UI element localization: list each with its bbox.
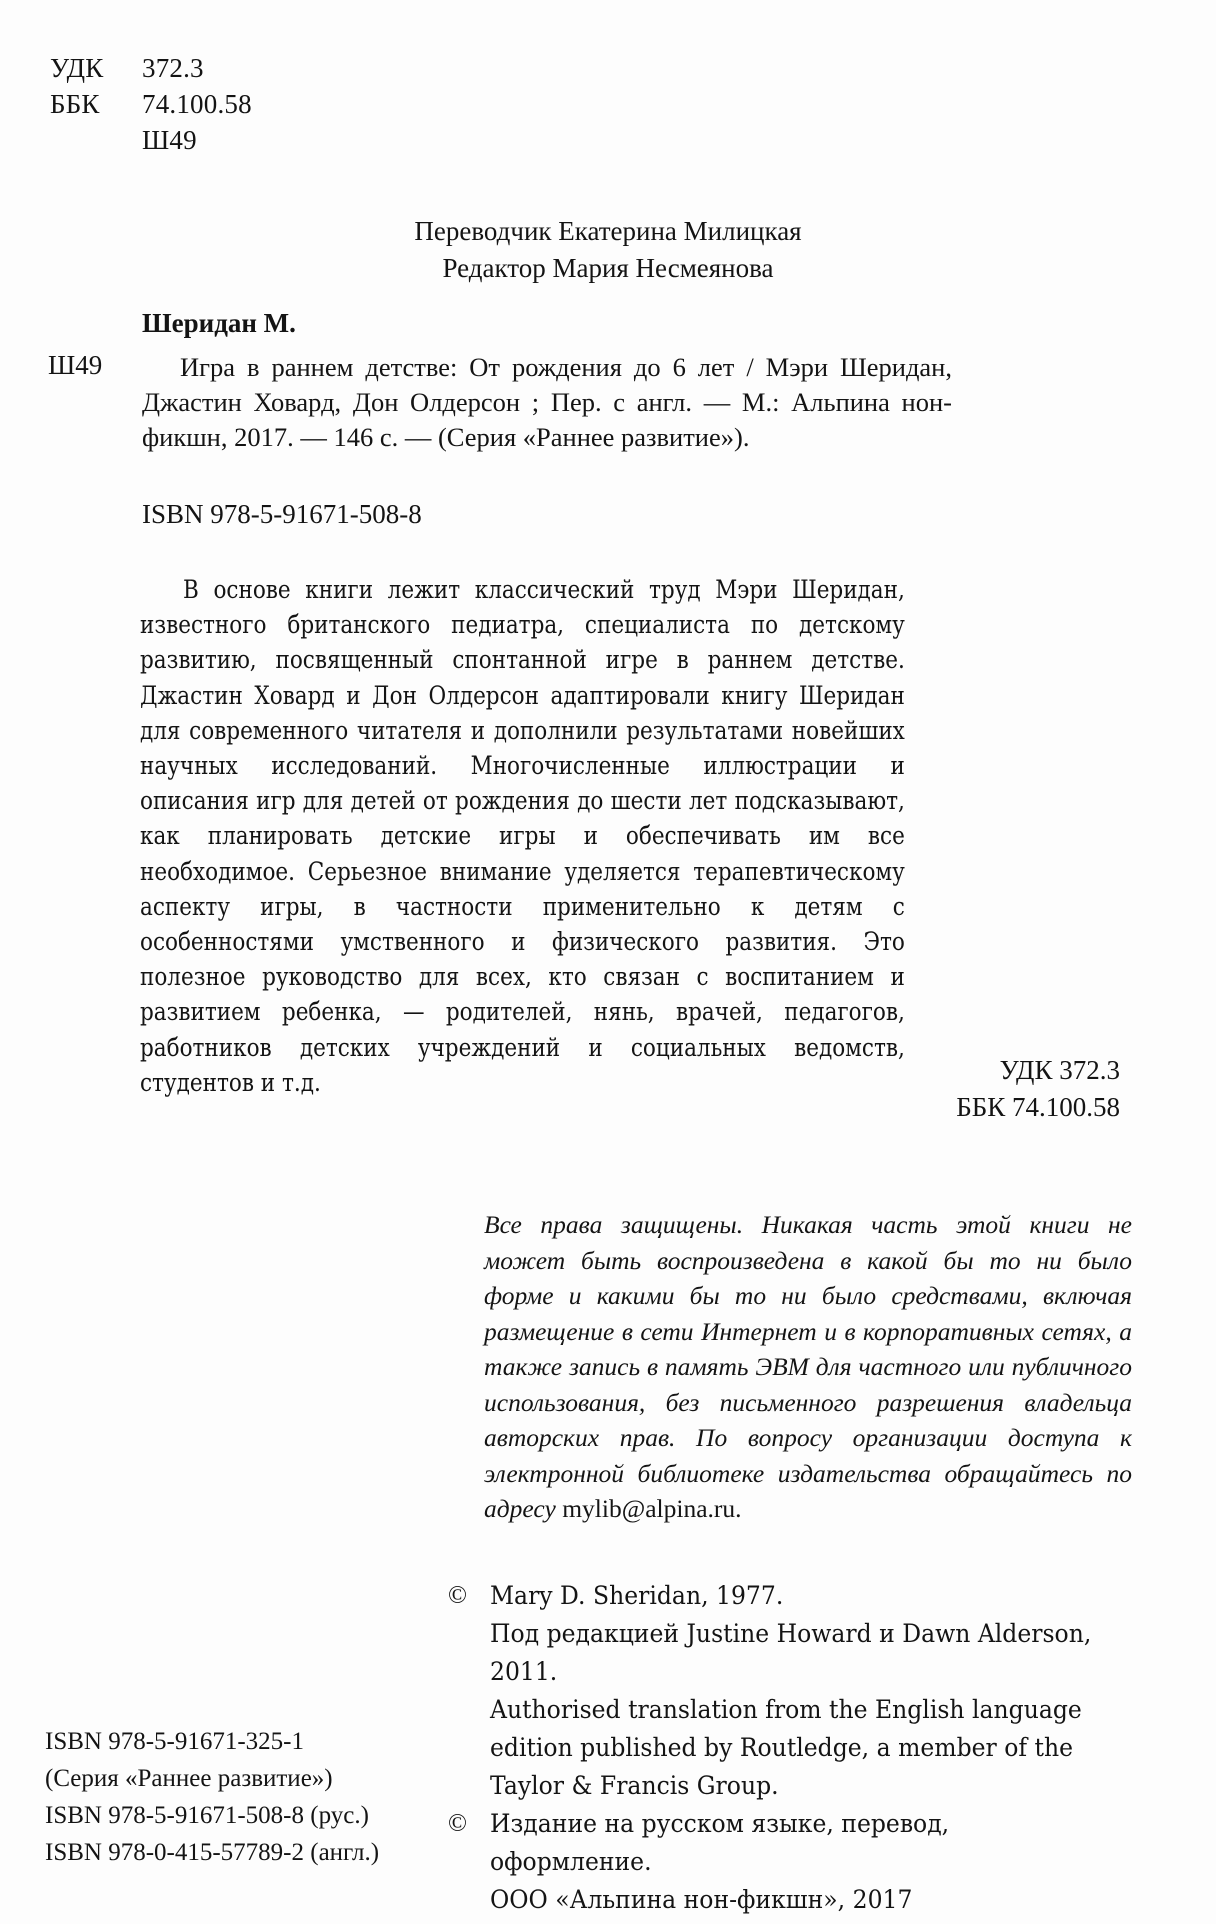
copyright-entry xyxy=(448,1805,1138,1919)
rights-email: mylib@alpina.ru. xyxy=(562,1494,742,1523)
isbn-series-name: (Серия «Раннее развитие») xyxy=(45,1765,333,1792)
copyright-line: Mary D. Sheridan, 1977. xyxy=(490,1581,784,1610)
copyright-block xyxy=(448,1577,1138,1919)
credits-block xyxy=(0,213,1216,287)
copyright-entry-text xyxy=(490,1805,1099,1919)
classification-block xyxy=(50,50,252,158)
annotation-paragraph: В основе книги лежит классический труд Мэри Шеридан, известного британского педиатра, специалиста по детскому развитию, посвященный спонтанной игре в раннем детстве. Джастин Ховард и Дон Олдерсон адаптировали книгу Шеридан для современного читателя и дополнили результатами новейших научных исследований. Многочисленные иллюстрации и описания игр для детей от рождения до шести лет подсказывают, как планировать детские игры и обеспечивать им все необходимое. Серьезное внимание уделяется терапевтическому аспекту игры, в частности применительно к детям с особенностями умственного и физического развития. Это полезное руководство для всех, кто связан с воспитанием и развитием ребенка, — родителей, нянь, врачей, педагогов, работников детских учреждений и социальных ведомств, студентов и т.д. xyxy=(140,575,905,1098)
translator-line: Переводчик Екатерина Милицкая xyxy=(414,216,802,246)
rights-text: Все права защищены. Никакая часть этой книги не может быть воспроизведена в какой бы то ни было форме и какими бы то ни было средствами, включая размещение в сети Интернет и в корпоративных сетях, а также запись в память ЭВМ для частного или публичного использования, без письменного разрешения владельца авторских прав. По вопросу организации доступа к электронной библиотеке издательства обращайтесь по адресу xyxy=(484,1210,1132,1523)
isbn-english-line: ISBN 978-0-415-57789-2 (англ.) xyxy=(45,1839,380,1866)
biblio-description: Игра в раннем детстве: От рождения до 6 лет / Мэри Шеридан, Джастин Ховард, Дон Олдерсон ; Пер. с англ. — М.: Альпина нон-фикшн, 2017. — 146 с. — (Серия «Раннее развитие»). xyxy=(142,352,952,452)
copyright-line: Издание на русском языке, перевод, оформление. xyxy=(490,1809,950,1876)
copyright-symbol-icon: © xyxy=(448,1582,467,1609)
bbk-label: ББК xyxy=(50,89,100,119)
rights-notice xyxy=(484,1207,1132,1527)
editor-line: Редактор Мария Несмеянова xyxy=(442,253,774,283)
udk-line xyxy=(50,50,252,86)
copyright-line: Authorised translation from the English language edition published by Routledge, a member of the Taylor & Francis Group. xyxy=(490,1695,1082,1800)
isbn-main: ISBN 978-5-91671-508-8 xyxy=(142,499,422,529)
author-name: Шеридан М. xyxy=(142,308,296,338)
shelf-code: Ш49 xyxy=(142,125,197,155)
copyright-entry xyxy=(448,1577,1138,1805)
udk-repeat-line: УДК 372.3 xyxy=(999,1055,1120,1085)
udk-value: 372.3 xyxy=(142,53,204,83)
copyright-symbol-icon: © xyxy=(448,1810,467,1837)
isbn-stack xyxy=(45,1723,379,1871)
copyright-entry-text xyxy=(490,1577,1099,1805)
bbk-line xyxy=(50,86,252,122)
isbn-russian-line: ISBN 978-5-91671-508-8 (рус.) xyxy=(45,1802,369,1829)
bbk-value: 74.100.58 xyxy=(142,89,252,119)
bbk-repeat-line: ББК 74.100.58 xyxy=(956,1092,1120,1122)
isbn-series-line: ISBN 978-5-91671-325-1 xyxy=(45,1728,305,1755)
copyright-line: Под редакцией Justine Howard и Dawn Alderson, 2011. xyxy=(490,1619,1092,1686)
udk-label: УДК xyxy=(50,53,104,83)
shelf-mark: Ш49 xyxy=(48,350,103,380)
bibliographic-record xyxy=(142,306,952,455)
copyright-line: ООО «Альпина нон-фикшн», 2017 xyxy=(490,1885,913,1914)
classification-repeat xyxy=(956,1052,1120,1126)
